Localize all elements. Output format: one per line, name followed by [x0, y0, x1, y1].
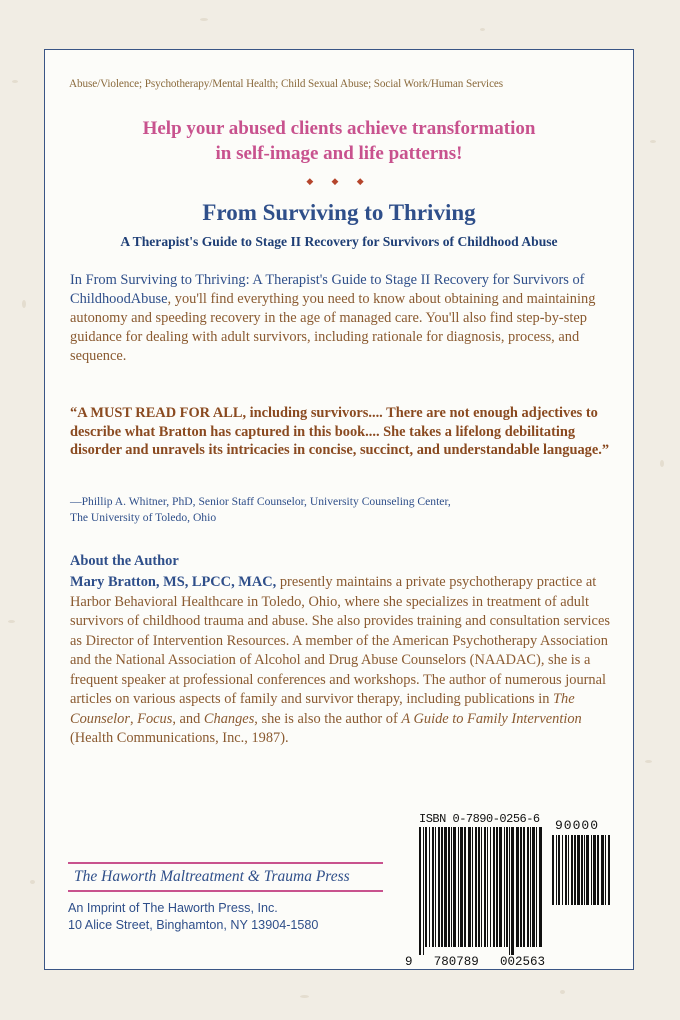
barcode-bar: [448, 827, 450, 947]
about-sep-1: ,: [129, 710, 138, 727]
barcode-bar: [581, 835, 583, 905]
barcode-bar: [493, 827, 495, 947]
barcode-bar: [565, 835, 567, 905]
about-sep-2: , and: [172, 710, 204, 727]
barcode-bar: [435, 827, 436, 947]
barcode-bar: [475, 827, 477, 947]
barcode-bar: [593, 835, 596, 905]
about-text-1: presently maintains a private psychotherapy practice at Harbor Behavioral Healthcare in Toledo, Ohio, where she specializes in treatment of adult survivors of childhood trauma and abuse. She also provides training and consultation services as Director of Intervention Resources. A member of the American Psychotherapy Association and the National Association of Alcohol and Drug Abuse Counselors (NAADAC), she is a frequent speaker at professional conferences and workshops. The author of numerous journal articles on various aspects of family and survivor therapy, including publications in: [70, 574, 610, 707]
cover-panel: [44, 49, 634, 970]
barcode-bar: [516, 827, 519, 947]
barcode-bar: [552, 835, 554, 905]
price-code: 90000: [555, 818, 600, 833]
journal-changes: Changes: [203, 710, 255, 727]
about-text-3: (Health Communications, Inc., 1987).: [70, 730, 289, 746]
book-title: From Surviving to Thriving: [202, 200, 476, 225]
quote-attribution: [70, 494, 618, 526]
barcode-bar: [453, 827, 456, 947]
intro-lead: In From Surviving to Thriving: A Therapist's Guide to Stage II Recovery for Survivors of ChildhoodAbuse: [70, 272, 585, 307]
barcode-bar: [530, 827, 531, 947]
barcode-bar: [506, 827, 508, 947]
barcode-bar: [574, 835, 576, 905]
about-author-heading: About the Author: [70, 553, 179, 569]
tagline: [45, 116, 633, 166]
tagline-line-1: Help your abused clients achieve transformation: [142, 118, 536, 139]
book-reference: A Guide to Family Intervention: [401, 710, 582, 727]
barcode-bar: [601, 835, 604, 905]
barcode-bar: [490, 827, 491, 947]
barcode-bar: [511, 827, 514, 955]
barcode-bar: [429, 827, 430, 947]
barcode-bar: [441, 827, 443, 947]
isbn-label: ISBN 0-7890-0256-6: [419, 812, 540, 826]
subject-categories: Abuse/Violence; Psychotherapy/Mental Health; Child Sexual Abuse; Social Work/Human Services: [69, 78, 504, 90]
publisher-name: The Haworth Maltreatment & Trauma Press: [74, 868, 350, 885]
barcode-bar: [562, 835, 563, 905]
barcode-bar: [556, 835, 557, 905]
intro-text: , you'll find everything you need to know about obtaining and maintaining autonomy and speeding recovery in the age of managed care. You'll also find step-by-step guidance for dealing with adult survivors, including rationale for diagnosis, process, and sequence.: [70, 291, 596, 364]
tagline-line-2: in self-image and life patterns!: [215, 143, 463, 164]
barcode-bar: [425, 827, 427, 947]
barcode-digits: [405, 955, 545, 969]
barcode-bar: [539, 827, 542, 947]
barcode-bar: [536, 827, 537, 947]
barcode-bar: [527, 827, 529, 947]
barcode-bar: [571, 835, 573, 905]
about-text-2: , she is also the author of: [254, 710, 402, 727]
barcode-bar: [478, 827, 480, 947]
barcode-bar: [584, 835, 585, 905]
journal-focus: Focus: [137, 710, 173, 727]
journal-counselor: The Counselor: [70, 691, 575, 727]
barcode-digit-prefix: 9: [405, 955, 413, 969]
barcode-bar: [460, 827, 463, 947]
barcode-digit-group-1: 780789: [433, 955, 479, 969]
barcode-bar: [464, 827, 466, 947]
barcode-bar: [591, 835, 592, 905]
barcode-bar: [484, 827, 486, 947]
barcode-bar: [423, 827, 424, 955]
barcode-bar: [504, 827, 505, 947]
barcode-bar: [568, 835, 569, 905]
attribution-line-1: —Phillip A. Whitner, PhD, Senior Staff Counselor, University Counseling Center,: [70, 495, 451, 508]
barcode-bar: [586, 835, 589, 905]
review-quote: “A MUST READ FOR ALL, including survivors.... There are not enough adjectives to describe what Bratton has captured in this book.... She takes a lifelong debilitating disorder and unravels its intricacies in concise, succinct, and understandable language.”: [70, 405, 610, 458]
barcode-bar: [496, 827, 498, 947]
barcode-bar: [499, 827, 502, 947]
barcode-bar: [472, 827, 473, 947]
about-author-paragraph: [70, 573, 618, 749]
publisher-address: 10 Alice Street, Binghamton, NY 13904-1580: [68, 918, 319, 932]
book-subtitle: A Therapist's Guide to Stage II Recovery for Survivors of Childhood Abuse: [120, 234, 558, 249]
intro-paragraph: [70, 271, 618, 366]
author-name: Mary Bratton, MS, LPCC, MAC,: [70, 574, 277, 590]
barcode-bar: [451, 827, 452, 947]
publisher-imprint: An Imprint of The Haworth Press, Inc.: [68, 901, 278, 915]
barcode-bar: [438, 827, 440, 947]
barcode-digit-group-2: 002563: [499, 955, 545, 969]
barcode-bar: [558, 835, 560, 905]
barcode-bar: [509, 827, 510, 955]
barcode-bar: [532, 827, 535, 947]
barcode-bar: [458, 827, 459, 947]
isbn-barcode: [417, 827, 543, 957]
barcode-bar: [520, 827, 522, 947]
barcode-bar: [605, 835, 606, 905]
barcode-bar: [432, 827, 434, 947]
barcode-bar: [487, 827, 488, 947]
barcode-bar: [577, 835, 580, 905]
price-barcode: [550, 835, 612, 915]
publisher-block: [68, 862, 383, 934]
barcode-bar: [444, 827, 447, 947]
barcode-bar: [481, 827, 482, 947]
diamond-divider: ◆ ◆ ◆: [306, 176, 372, 186]
barcode-bar: [468, 827, 471, 947]
barcode-bar: [597, 835, 599, 905]
barcode-bar: [419, 827, 421, 955]
attribution-line-2: The University of Toledo, Ohio: [70, 511, 217, 524]
barcode-bar: [523, 827, 525, 947]
barcode-bar: [608, 835, 610, 905]
